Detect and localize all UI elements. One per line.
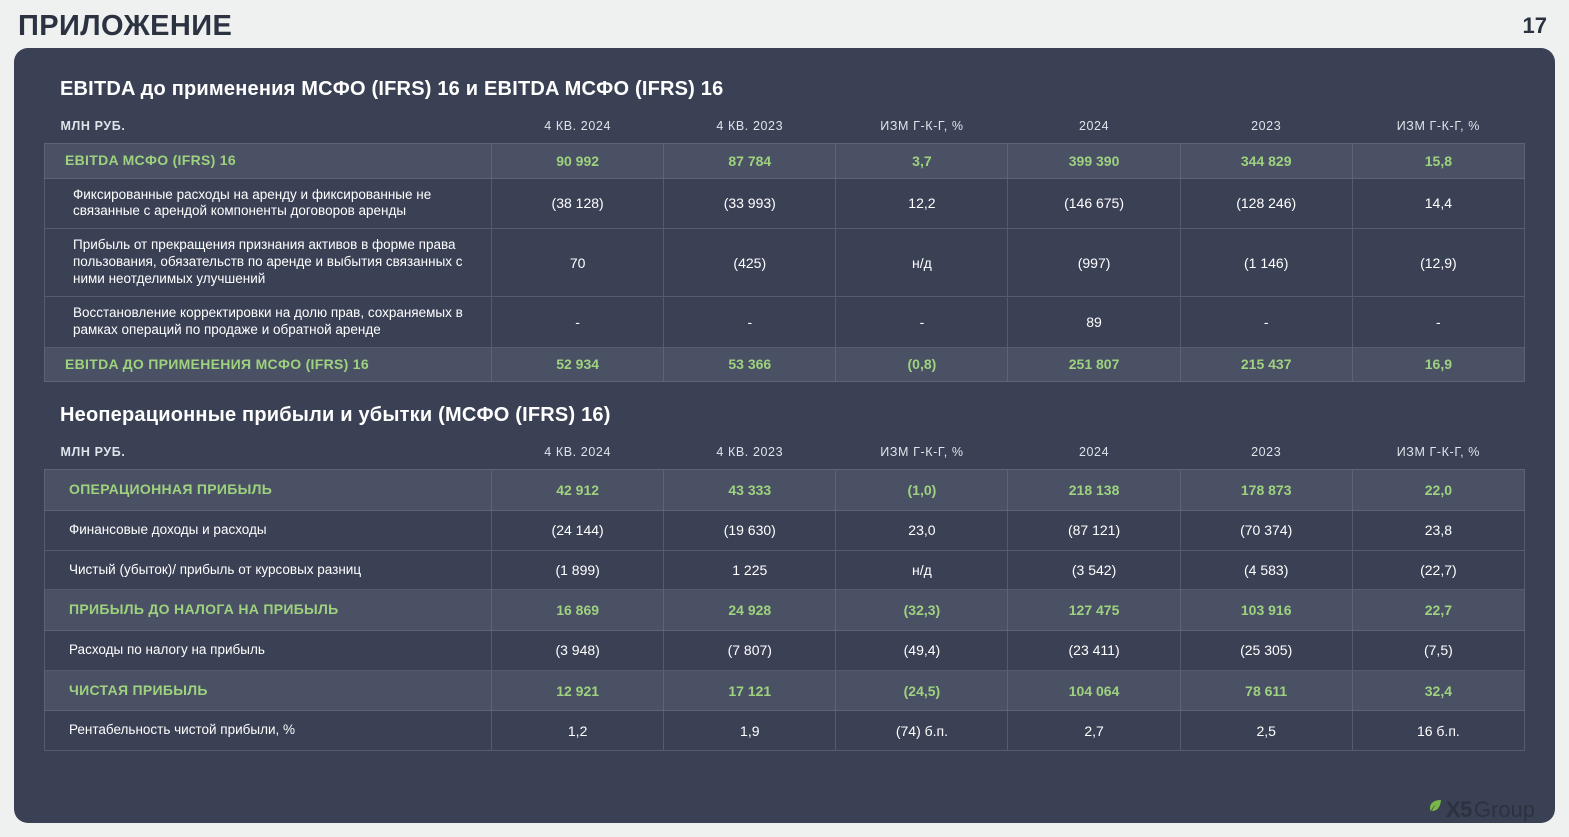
column-header: МЛН РУБ. [60, 119, 126, 133]
column-header: 4 КВ. 2023 [716, 119, 784, 133]
row-label: ЧИСТАЯ ПРИБЫЛЬ [45, 670, 492, 711]
table-row [45, 470, 1525, 511]
logo-x5-text: X5 [1445, 797, 1472, 822]
row-label: EBITDA ДО ПРИМЕНЕНИЯ МСФО (IFRS) 16 [45, 347, 492, 382]
cell: 70 [492, 229, 664, 297]
cell: 23,8 [1352, 510, 1524, 550]
cell: 104 064 [1008, 670, 1180, 711]
cell: 399 390 [1008, 144, 1180, 179]
table-row [45, 347, 1525, 382]
column-header: 2024 [1078, 119, 1110, 133]
cell: 22,0 [1352, 470, 1524, 511]
table-header-row [45, 441, 1525, 470]
row-label: Восстановление корректировки на долю прав, сохраняемых в рамках операций по продаже и обратной аренде [45, 296, 492, 347]
cell: 32,4 [1352, 670, 1524, 711]
cell: 90 992 [492, 144, 664, 179]
cell: (49,4) [836, 630, 1008, 670]
cell: 22,7 [1352, 590, 1524, 631]
cell: 89 [1008, 296, 1180, 347]
cell: (24,5) [836, 670, 1008, 711]
cell: 1,9 [664, 711, 836, 751]
table-row [45, 670, 1525, 711]
section-title-nonoperating: Неоперационные прибыли и убытки (МСФО (IFRS) 16) [60, 404, 611, 427]
column-header: 2023 [1251, 119, 1282, 133]
cell: (0,8) [836, 347, 1008, 382]
cell: 103 916 [1180, 590, 1352, 631]
cell: - [1352, 296, 1524, 347]
cell: (425) [664, 229, 836, 297]
row-label: Фиксированные расходы на аренду и фиксированные не связанные с арендой компоненты договоров аренды [45, 178, 492, 229]
cell: - [664, 296, 836, 347]
table-row [45, 550, 1525, 590]
cell: 218 138 [1008, 470, 1180, 511]
cell: - [836, 296, 1008, 347]
cell: н/д [836, 229, 1008, 297]
table-row [45, 229, 1525, 297]
cell: 178 873 [1180, 470, 1352, 511]
page-title: ПРИЛОЖЕНИЕ [18, 9, 233, 42]
cell: (3 542) [1008, 550, 1180, 590]
cell: 42 912 [492, 470, 664, 511]
row-label: Финансовые доходы и расходы [45, 510, 492, 550]
row-label: EBITDA МСФО (IFRS) 16 [45, 144, 492, 179]
cell: 1 225 [664, 550, 836, 590]
cell: - [492, 296, 664, 347]
table-row [45, 590, 1525, 631]
cell: (24 144) [492, 510, 664, 550]
table-ebitda [44, 115, 1525, 382]
cell: (1,0) [836, 470, 1008, 511]
page-number: 17 [1522, 13, 1547, 38]
x5-group-logo [1427, 797, 1535, 823]
cell: 16 869 [492, 590, 664, 631]
cell: 43 333 [664, 470, 836, 511]
cell: (74) б.п. [836, 711, 1008, 751]
column-header: ИЗМ Г-К-Г, % [1396, 119, 1481, 133]
cell: 3,7 [836, 144, 1008, 179]
cell: 2,7 [1008, 711, 1180, 751]
cell: (4 583) [1180, 550, 1352, 590]
table-header-row [45, 115, 1525, 144]
column-header: 2023 [1251, 445, 1282, 460]
content-card [14, 48, 1555, 823]
cell: (3 948) [492, 630, 664, 670]
cell: (22,7) [1352, 550, 1524, 590]
cell: (997) [1008, 229, 1180, 297]
cell: 344 829 [1180, 144, 1352, 179]
cell: 215 437 [1180, 347, 1352, 382]
cell: 23,0 [836, 510, 1008, 550]
column-header: 4 КВ. 2024 [544, 445, 612, 460]
table-row [45, 296, 1525, 347]
cell: (12,9) [1352, 229, 1524, 297]
cell: (25 305) [1180, 630, 1352, 670]
leaf-icon [1427, 798, 1443, 814]
cell: 53 366 [664, 347, 836, 382]
table-row [45, 630, 1525, 670]
cell: 17 121 [664, 670, 836, 711]
logo-group-text: Group [1473, 797, 1535, 822]
cell: н/д [836, 550, 1008, 590]
cell: (33 993) [664, 178, 836, 229]
row-label: Чистый (убыток)/ прибыль от курсовых разниц [45, 550, 492, 590]
row-label: Расходы по налогу на прибыль [45, 630, 492, 670]
cell: (1 146) [1180, 229, 1352, 297]
table-nonoperating [44, 441, 1525, 751]
cell: 24 928 [664, 590, 836, 631]
cell: 16,9 [1352, 347, 1524, 382]
cell: 78 611 [1180, 670, 1352, 711]
cell: 15,8 [1352, 144, 1524, 179]
cell: 52 934 [492, 347, 664, 382]
column-header: 4 КВ. 2023 [716, 445, 784, 460]
column-header: ИЗМ Г-К-Г, % [880, 445, 964, 460]
table-row [45, 178, 1525, 229]
section-title-ebitda: EBITDA до применения МСФО (IFRS) 16 и EBITDA МСФО (IFRS) 16 [60, 78, 724, 100]
cell: (1 899) [492, 550, 664, 590]
cell: (146 675) [1008, 178, 1180, 229]
cell: 14,4 [1352, 178, 1524, 229]
cell: 1,2 [492, 711, 664, 751]
row-label: Рентабельность чистой прибыли, % [45, 711, 492, 751]
column-header: ИЗМ Г-К-Г, % [1396, 445, 1481, 460]
cell: - [1180, 296, 1352, 347]
cell: (7 807) [664, 630, 836, 670]
cell: 12 921 [492, 670, 664, 711]
cell: 127 475 [1008, 590, 1180, 631]
cell: (128 246) [1180, 178, 1352, 229]
column-header: МЛН РУБ. [60, 445, 126, 460]
cell: (87 121) [1008, 510, 1180, 550]
cell: (19 630) [664, 510, 836, 550]
table-row [45, 711, 1525, 751]
page-header [0, 0, 1569, 52]
row-label: ОПЕРАЦИОННАЯ ПРИБЫЛЬ [45, 470, 492, 511]
cell: 16 б.п. [1352, 711, 1524, 751]
row-label: Прибыль от прекращения признания активов в форме права пользования, обязательств по аренде и выбытия связанных с ними неотделимых улучшений [45, 229, 492, 297]
column-header: 2024 [1078, 445, 1110, 460]
cell: (32,3) [836, 590, 1008, 631]
column-header: ИЗМ Г-К-Г, % [880, 119, 964, 133]
cell: (23 411) [1008, 630, 1180, 670]
cell: 251 807 [1008, 347, 1180, 382]
column-header: 4 КВ. 2024 [544, 119, 612, 133]
cell: 87 784 [664, 144, 836, 179]
cell: (7,5) [1352, 630, 1524, 670]
table-row [45, 510, 1525, 550]
cell: 2,5 [1180, 711, 1352, 751]
cell: (70 374) [1180, 510, 1352, 550]
cell: (38 128) [492, 178, 664, 229]
table-row [45, 144, 1525, 179]
cell: 12,2 [836, 178, 1008, 229]
row-label: ПРИБЫЛЬ ДО НАЛОГА НА ПРИБЫЛЬ [45, 590, 492, 631]
